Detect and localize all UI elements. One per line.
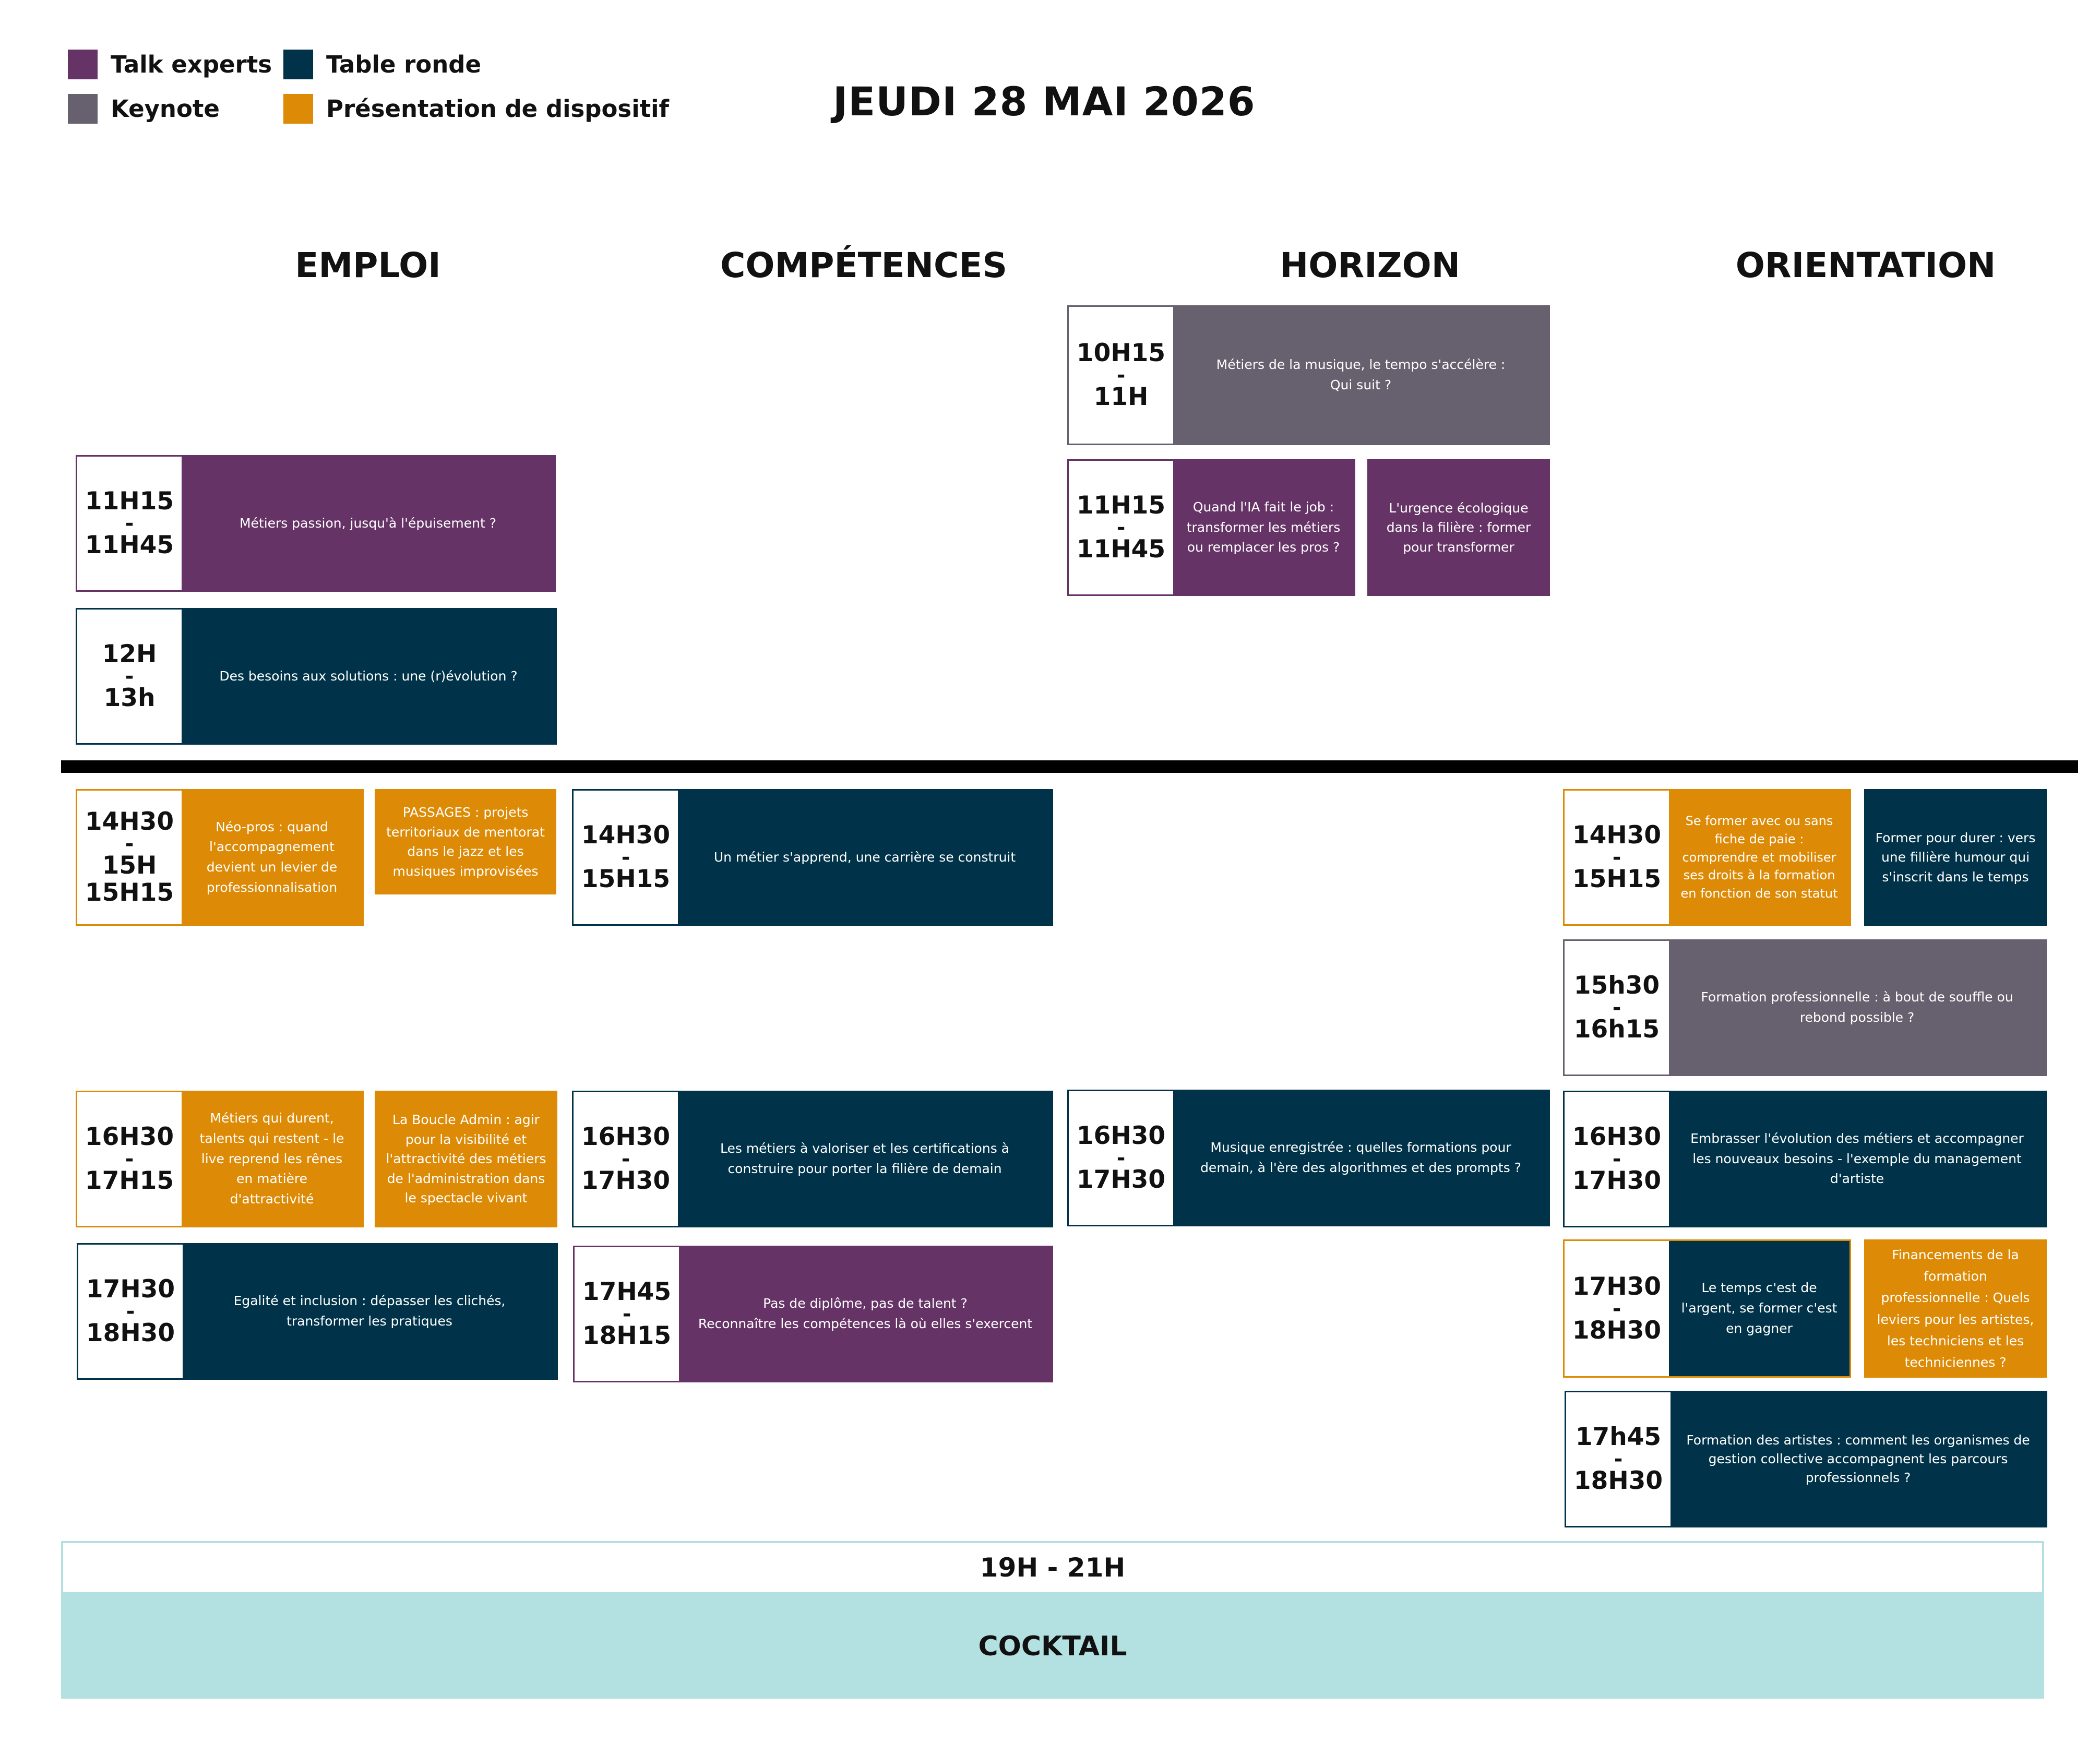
session-title: Formation des artistes : comment les organismes de gestion collective accompagnent les parcours professionnels ? xyxy=(1671,1392,2046,1526)
session-title: Métiers passion, jusqu'à l'épuisement ? xyxy=(182,457,554,590)
session-emploi-1630-b[interactable]: La Boucle Admin : agir pour la visibilité et l'attractivité des métiers de l'administration dans le spectacle vivant xyxy=(375,1091,557,1227)
session-title: Les métiers à valoriser et les certifications à construire pour porter la filière de demain xyxy=(678,1092,1052,1226)
session-time: 17H30 - 18H30 xyxy=(78,1245,183,1378)
session-time: 17H45 - 18H15 xyxy=(575,1247,679,1381)
session-time: 14H30 - 15H15 xyxy=(574,791,678,924)
session-horizon-1115[interactable] xyxy=(1067,459,1355,596)
page-title: JEUDI 28 MAI 2026 xyxy=(833,78,1256,125)
cocktail-label: COCKTAIL xyxy=(61,1594,2044,1699)
session-time: 16H30 - 17H30 xyxy=(574,1092,678,1226)
session-orientation-1630[interactable] xyxy=(1563,1091,2047,1227)
legend-swatch-presentation xyxy=(283,94,313,124)
session-title: Le temps c'est de l'argent, se former c'est en gagner xyxy=(1669,1241,1850,1376)
session-time: 16H30 - 17H30 xyxy=(1565,1092,1669,1226)
session-competences-1745[interactable] xyxy=(573,1246,1053,1382)
session-title: Un métier s'apprend, une carrière se construit xyxy=(678,791,1052,924)
session-horizon-1015[interactable] xyxy=(1067,305,1550,445)
legend-label-talk-experts: Talk experts xyxy=(111,51,272,78)
session-orientation-1430-b[interactable]: Former pour durer : vers une fillière humour qui s'inscrit dans le temps xyxy=(1864,789,2047,926)
session-title: Métiers qui durent, talents qui restent - le live reprend les rênes en matière d'attractivité xyxy=(182,1092,362,1226)
session-time: 14H30 - 15H15 xyxy=(1565,791,1669,924)
session-orientation-1730[interactable] xyxy=(1563,1239,1851,1378)
session-title: Egalité et inclusion : dépasser les clichés, transformer les pratiques xyxy=(183,1245,556,1378)
session-horizon-1115-b[interactable]: L'urgence écologique dans la filière : former pour transformer xyxy=(1367,459,1550,596)
column-header-orientation: ORIENTATION xyxy=(1735,245,1996,285)
session-time: 16H30 - 17H30 xyxy=(1069,1091,1173,1225)
column-header-horizon: HORIZON xyxy=(1280,245,1460,285)
session-emploi-1430[interactable] xyxy=(76,789,364,926)
cocktail-time: 19H - 21H xyxy=(61,1541,2044,1594)
session-time: 11H15 - 11H45 xyxy=(77,457,182,590)
column-header-competences: COMPÉTENCES xyxy=(720,245,1008,285)
session-title: Musique enregistrée : quelles formations pour demain, à l'ère des algorithmes et des prompts ? xyxy=(1173,1091,1548,1225)
session-title: Des besoins aux solutions : une (r)évolution ? xyxy=(182,610,555,743)
session-time: 12H - 13h xyxy=(77,610,182,743)
session-time: 16H30 - 17H15 xyxy=(77,1092,182,1226)
session-time: 17H30 - 18H30 xyxy=(1565,1241,1669,1376)
session-emploi-1430-b[interactable]: PASSAGES : projets territoriaux de mentorat dans le jazz et les musiques improvisées xyxy=(375,789,556,894)
column-header-emploi: EMPLOI xyxy=(295,245,441,285)
session-time: 11H15 - 11H45 xyxy=(1069,461,1173,594)
session-time: 17h45 - 18H30 xyxy=(1566,1392,1671,1526)
session-title: Formation professionnelle : à bout de souffle ou rebond possible ? xyxy=(1669,941,2045,1075)
session-title: Se former avec ou sans fiche de paie : comprendre et mobiliser ses droits à la formation en fonction de son statut xyxy=(1669,791,1850,924)
session-horizon-1630[interactable] xyxy=(1067,1090,1550,1226)
legend-swatch-table-ronde xyxy=(283,50,313,79)
session-title: Néo-pros : quand l'accompagnement devient un levier de professionnalisation xyxy=(182,791,362,924)
session-orientation-1730-b[interactable]: Financements de la formation professionnelle : Quels leviers pour les artistes, les techniciens et les techniciennes ? xyxy=(1864,1239,2047,1378)
legend-swatch-talk-experts xyxy=(68,50,98,79)
legend-label-table-ronde: Table ronde xyxy=(326,51,481,78)
session-competences-1430[interactable] xyxy=(572,789,1053,926)
session-competences-1630[interactable] xyxy=(572,1091,1053,1227)
session-orientation-1430[interactable] xyxy=(1563,789,1851,926)
session-title: Quand l'IA fait le job : transformer les métiers ou remplacer les pros ? xyxy=(1173,461,1354,594)
session-title: Embrasser l'évolution des métiers et accompagner les nouveaux besoins - l'exemple du management d'artiste xyxy=(1669,1092,2045,1226)
legend-label-presentation: Présentation de dispositif xyxy=(326,95,670,123)
session-title: Métiers de la musique, le tempo s'accélère : Qui suit ? xyxy=(1173,307,1548,444)
session-emploi-1630[interactable] xyxy=(76,1091,364,1227)
session-time: 10H15 - 11H xyxy=(1069,307,1173,444)
session-emploi-12[interactable] xyxy=(76,608,557,745)
legend-label-keynote: Keynote xyxy=(111,95,220,123)
session-orientation-1530[interactable] xyxy=(1563,939,2047,1076)
lunch-divider xyxy=(61,760,2078,773)
session-title: Pas de diplôme, pas de talent ? Reconnaître les compétences là où elles s'exercent xyxy=(679,1247,1052,1381)
session-time: 15h30 - 16h15 xyxy=(1565,941,1669,1075)
session-emploi-1730[interactable] xyxy=(77,1243,558,1380)
session-orientation-1745[interactable] xyxy=(1565,1391,2047,1527)
session-emploi-1115[interactable] xyxy=(76,455,556,592)
session-time: 14H30 - 15H 15H15 xyxy=(77,791,182,924)
legend-swatch-keynote xyxy=(68,94,98,124)
